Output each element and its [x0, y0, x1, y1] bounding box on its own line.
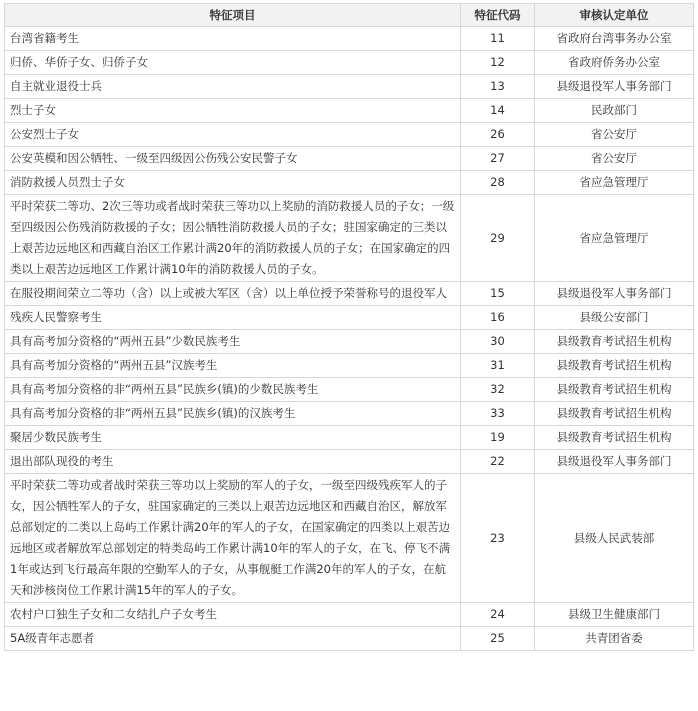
cell-review-unit: 县级退役军人事务部门: [535, 75, 694, 99]
cell-review-unit: 县级卫生健康部门: [535, 603, 694, 627]
table-row: [5, 450, 694, 474]
table-row: [5, 171, 694, 195]
cell-review-unit: 省公安厅: [535, 147, 694, 171]
cell-review-unit: 县级退役军人事务部门: [535, 282, 694, 306]
cell-feature-code: 19: [461, 426, 535, 450]
cell-feature-item: 公安烈士子女: [5, 123, 461, 147]
cell-feature-code: 15: [461, 282, 535, 306]
cell-feature-code: 11: [461, 27, 535, 51]
table-row: [5, 147, 694, 171]
table-row: [5, 603, 694, 627]
table-body: [5, 27, 694, 651]
cell-review-unit: 省政府侨务办公室: [535, 51, 694, 75]
cell-review-unit: 省政府台湾事务办公室: [535, 27, 694, 51]
cell-feature-code: 26: [461, 123, 535, 147]
cell-feature-item: 5A级青年志愿者: [5, 627, 461, 651]
cell-feature-item: 具有高考加分资格的“两州五县”少数民族考生: [5, 330, 461, 354]
cell-feature-item: 具有高考加分资格的非“两州五县”民族乡(镇)的少数民族考生: [5, 378, 461, 402]
cell-feature-code: 12: [461, 51, 535, 75]
feature-table: [4, 3, 694, 651]
header-feature-item: 特征项目: [5, 4, 461, 27]
cell-review-unit: 省应急管理厅: [535, 171, 694, 195]
cell-feature-code: 25: [461, 627, 535, 651]
cell-feature-code: 30: [461, 330, 535, 354]
cell-feature-code: 16: [461, 306, 535, 330]
cell-feature-item: 台湾省籍考生: [5, 27, 461, 51]
cell-feature-item: 农村户口独生子女和二女结扎户子女考生: [5, 603, 461, 627]
cell-feature-code: 27: [461, 147, 535, 171]
table-row: [5, 627, 694, 651]
cell-feature-code: 14: [461, 99, 535, 123]
cell-review-unit: 省公安厅: [535, 123, 694, 147]
table-row: [5, 330, 694, 354]
table-row: [5, 27, 694, 51]
cell-review-unit: 县级教育考试招生机构: [535, 354, 694, 378]
cell-feature-code: 33: [461, 402, 535, 426]
cell-feature-item: 残疾人民警察考生: [5, 306, 461, 330]
cell-review-unit: 县级教育考试招生机构: [535, 378, 694, 402]
table-row: [5, 99, 694, 123]
cell-feature-code: 32: [461, 378, 535, 402]
table-row: [5, 123, 694, 147]
cell-feature-item: 退出部队现役的考生: [5, 450, 461, 474]
cell-feature-item: 具有高考加分资格的非“两州五县”民族乡(镇)的汉族考生: [5, 402, 461, 426]
table-row: [5, 474, 694, 603]
cell-feature-code: 31: [461, 354, 535, 378]
cell-feature-item: 聚居少数民族考生: [5, 426, 461, 450]
cell-feature-code: 28: [461, 171, 535, 195]
table-row: [5, 402, 694, 426]
table-row: [5, 426, 694, 450]
cell-feature-code: 23: [461, 474, 535, 603]
cell-feature-item: 自主就业退役士兵: [5, 75, 461, 99]
header-review-unit: 审核认定单位: [535, 4, 694, 27]
header-feature-code: 特征代码: [461, 4, 535, 27]
cell-feature-item: 消防救援人员烈士子女: [5, 171, 461, 195]
cell-review-unit: 县级教育考试招生机构: [535, 330, 694, 354]
cell-feature-code: 24: [461, 603, 535, 627]
cell-feature-code: 13: [461, 75, 535, 99]
table-row: [5, 195, 694, 282]
cell-review-unit: 县级公安部门: [535, 306, 694, 330]
cell-feature-item: 具有高考加分资格的“两州五县”汉族考生: [5, 354, 461, 378]
table-row: [5, 354, 694, 378]
table-row: [5, 378, 694, 402]
cell-review-unit: 共青团省委: [535, 627, 694, 651]
cell-review-unit: 省应急管理厅: [535, 195, 694, 282]
cell-review-unit: 县级教育考试招生机构: [535, 402, 694, 426]
cell-feature-item: 归侨、华侨子女、归侨子女: [5, 51, 461, 75]
feature-table-container: [4, 3, 693, 651]
table-row: [5, 75, 694, 99]
table-row: [5, 282, 694, 306]
table-header-row: [5, 4, 694, 27]
cell-feature-item: 公安英模和因公牺牲、一级至四级因公伤残公安民警子女: [5, 147, 461, 171]
cell-feature-code: 29: [461, 195, 535, 282]
cell-feature-item: 平时荣获二等功、2次三等功或者战时荣获三等功以上奖励的消防救援人员的子女；一级至四级因公伤残消防救援的子女；因公牺牲消防救援人员的子女；驻国家确定的三类以上艰苦边远地区和西藏自治区工作累计满20年的消防救援人员的子女；在国家确定的四类以上艰苦边远地区工作累计满10年的消防救援人员的子女。: [5, 195, 461, 282]
table-row: [5, 306, 694, 330]
cell-feature-item: 烈士子女: [5, 99, 461, 123]
table-row: [5, 51, 694, 75]
cell-review-unit: 县级人民武装部: [535, 474, 694, 603]
cell-feature-item: 平时荣获二等功或者战时荣获三等功以上奖励的军人的子女，一级至四级残疾军人的子女，因公牺牲军人的子女，驻国家确定的三类以上艰苦边远地区和西藏自治区，解放军总部划定的二类以上岛屿工作累计满20年的军人的子女，在国家确定的四类以上艰苦边远地区或者解放军总部划定的特类岛屿工作累计满10年的军人的子女，在飞、停飞不满1年或达到飞行最高年限的空勤军人的子女，从事舰艇工作满20年的军人的子女，在航天和涉核岗位工作累计满15年的军人的子女。: [5, 474, 461, 603]
cell-feature-code: 22: [461, 450, 535, 474]
cell-review-unit: 县级退役军人事务部门: [535, 450, 694, 474]
cell-review-unit: 县级教育考试招生机构: [535, 426, 694, 450]
cell-feature-item: 在服役期间荣立二等功（含）以上或被大军区（含）以上单位授予荣誉称号的退役军人: [5, 282, 461, 306]
cell-review-unit: 民政部门: [535, 99, 694, 123]
